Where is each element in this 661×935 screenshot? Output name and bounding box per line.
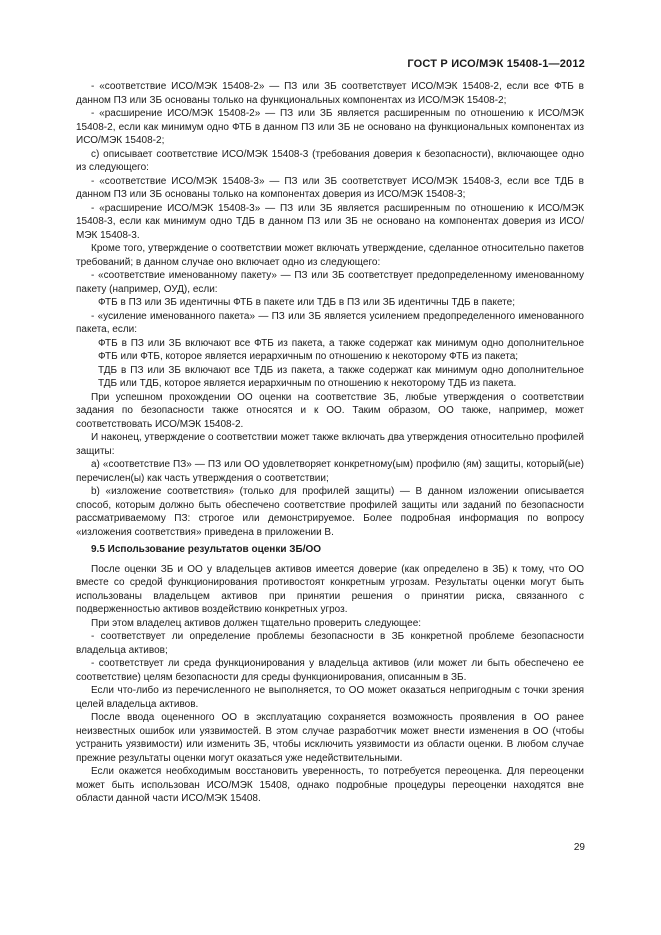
- indented-paragraph: ФТБ в ПЗ или ЗБ идентичны ФТБ в пакете или ТДБ в ПЗ или ЗБ идентичны ТДБ в пакете;: [98, 297, 515, 308]
- paragraph: - «усиление именованного пакета» — ПЗ или ЗБ является усилением предопределенного именованного пакета, если:: [76, 310, 584, 335]
- paragraph: И наконец, утверждение о соответствии может также включать два утверждения относительно профилей защиты:: [76, 432, 584, 457]
- paragraph: - соответствует ли определение проблемы безопасности в ЗБ конкретной проблеме безопасности владельца активов;: [76, 631, 584, 656]
- indented-paragraph: ФТБ в ПЗ или ЗБ включают все ФТБ из пакета, а также содержат как минимум одно дополнительное ФТБ или ФТБ, которое является иерархичным по отношению к некоторому ФТБ из пакета;: [98, 337, 584, 362]
- paragraph: - «расширение ИСО/МЭК 15408-3» — ПЗ или ЗБ является расширенным по отношению к ИСО/МЭК 15408-3, если как минимум одно ТДБ в данном ПЗ или ЗБ не основано на компонентах доверия из ИСО/МЭК 15408-3.: [76, 202, 584, 241]
- paragraph: - «соответствие ИСО/МЭК 15408-2» — ПЗ или ЗБ соответствует ИСО/МЭК 15408-2, если все ФТБ в данном ПЗ или ЗБ основаны только на функциональных компонентах из ИСО/МЭК 15408-2;: [76, 81, 584, 106]
- paragraph: - соответствует ли среда функционирования у владельца активов (или может ли быть обеспечено ее соответствие) целям безопасности для среды функционирования, описанным в ЗБ.: [76, 658, 584, 683]
- page-number: 29: [573, 842, 585, 853]
- paragraph: - «расширение ИСО/МЭК 15408-2» — ПЗ или ЗБ является расширенным по отношению к ИСО/МЭК 15408-2, если как минимум одно ФТБ в данном ПЗ или ЗБ не основано на функциональных компонентах из ИСО/МЭК 15408-2;: [76, 108, 584, 146]
- paragraph: b) «изложение соответствия» (только для профилей защиты) — В данном изложении описывается способ, которым должно быть обеспечено соответствие профилей защиты или заданий по безопасности рассматриваемому ПЗ: строгое или демонстрируемое. Более подробная информация по вопросу «изложения соответствия» приведена в приложении В.: [76, 486, 584, 538]
- paragraph: При успешном прохождении ОО оценки на соответствие ЗБ, любые утверждения о соответствии задания по безопасности также относятся и к ОО. Таким образом, ОО также, например, может соответствовать ИСО/МЭК 15408-2.: [76, 391, 584, 430]
- document-header: ГОСТ Р ИСО/МЭК 15408-1—2012: [407, 58, 585, 70]
- paragraph: Кроме того, утверждение о соответствии может включать утверждение, сделанное относительно пакетов требований; в данном случае оно включает одно из следующего:: [76, 243, 584, 268]
- indented-paragraph: ТДБ в ПЗ или ЗБ включают все ТДБ из пакета, а также содержат как минимум одно дополнительное ТДБ или ТДБ, которое является иерархичным по отношению к некоторому ТДБ из пакета.: [98, 364, 584, 389]
- paragraph: с) описывает соответствие ИСО/МЭК 15408-3 (требования доверия к безопасности), включающее одно из следующего:: [76, 148, 584, 173]
- paragraph: - «соответствие ИСО/МЭК 15408-3» — ПЗ или ЗБ соответствует ИСО/МЭК 15408-3, если все ТДБ в данном ПЗ или ЗБ основаны только на компонентах доверия из ИСО/МЭК 15408-3;: [76, 175, 584, 200]
- paragraph: Если что-либо из перечисленного не выполняется, то ОО может оказаться непригодным с точки зрения целей владельца активов.: [76, 685, 584, 710]
- paragraph: При этом владелец активов должен тщательно проверить следующее:: [91, 617, 422, 629]
- paragraph: Если окажется необходимым восстановить уверенность, то потребуется переоценка. Для переоценки может быть использован ИСО/МЭК 15408, однако подробные процедуры переоценки находятся вне области данной части ИСО/МЭК 15408.: [76, 766, 584, 804]
- paragraph: После ввода оцененного ОО в эксплуатацию сохраняется возможность проявления в ОО ранее неизвестных ошибок или уязвимостей. В этом случае разработчик может внести изменения в ОО (чтобы устранить уязвимости) или изменить ЗБ, чтобы исключить уязвимости из области оценки. В любом случае прежние результаты оценки могут оказаться уже недействительными.: [76, 712, 584, 764]
- paragraph: После оценки ЗБ и ОО у владельцев активов имеется доверие (как определено в ЗБ) к тому, что ОО вместе со средой функционирования противостоят конкретным угрозам. Результаты оценки могут быть использованы владельцем активов при принятии решения о принятии риска, связанного с подверженностью активов воздействию конкретных угроз.: [76, 563, 584, 615]
- document-body: [76, 80, 584, 806]
- section-heading: 9.5 Использование результатов оценки ЗБ/ОО: [91, 544, 322, 555]
- paragraph: а) «соответствие ПЗ» — ПЗ или ОО удовлетворяет конкретному(ым) профилю (ям) защиты, который(ые) перечислен(ы) как часть утверждения о соответствии;: [76, 459, 584, 484]
- paragraph: - «соответствие именованному пакету» — ПЗ или ЗБ соответствует предопределенному именованному пакету (например, ОУД), если:: [76, 270, 584, 295]
